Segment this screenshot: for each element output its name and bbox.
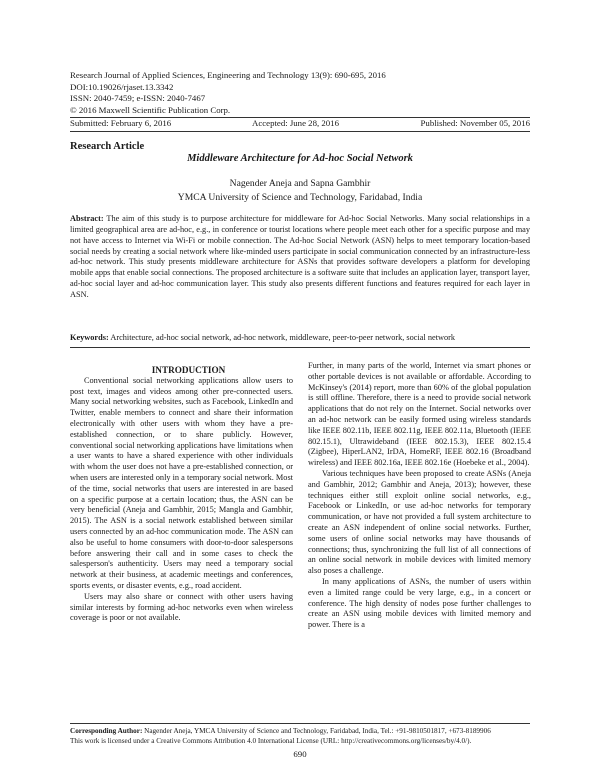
paragraph: Further, in many parts of the world, Internet via smart phones or other portable devices is not available or affordable. According to McKinsey's (2014) report, more than 60% of the global population is still offline. Therefore, there is a need to provide social network applications that do not rely on the Internet. Social networks over an ad-hoc network can be easily formed using wireless standards like IEEE 802.11b, IEEE 802.11g, IEEE 802.11a, Bluetooth (IEEE 802.15.1), Ultrawideband (IEEE 802.15.3), IEEE 802.15.4 (Zigbee), HiperLAN2, IrDA, HomeRF, IEEE 802.16 (Broadband wireless) and IEEE 802.16a, IEEE 802.16e (Hoebeke et al., 2004). [308,361,531,468]
abstract-text: The aim of this study is to purpose architecture for middleware for Ad-hoc Social Networks. Many social relationships in a limited geographical area are ad-hoc, e.g., in conference or tourist locations where people meet each other for a specific purpose and may not have access to Internet via Wi-Fi or mobile connection. The Ad-hoc Social Network (ASN) helps to meet temporary location-based social needs by creating a social network where like-minded users participate in social communication connected by an infrastructure-less ad-hoc network. This study presents middleware architecture for ASNs that provides software developers a platform for developing mobile apps that enable social connections. The proposed architecture is a software suite that includes an application layer, transport layer, ad-hoc social layer and ad-hoc communication layer. This study also presents different functions and features required for each layer in ASN. [70,214,530,299]
abstract [70,214,530,301]
issn: ISSN: 2040-7459; e-ISSN: 2040-7467 [70,93,206,104]
section-heading: INTRODUCTION [151,365,226,375]
keywords [70,333,530,342]
doi: DOI:10.19026/rjaset.13.3342 [70,81,174,92]
submitted-date: Submitted: February 6, 2016 [70,118,172,128]
article-type: Research Article [70,141,145,152]
journal-citation: Research Journal of Applied Sciences, Engineering and Technology 13(9): 690-695, 2016 [70,70,386,80]
dates-rule [70,131,530,132]
affiliation: YMCA University of Science and Technology, Faridabad, India [177,192,423,203]
keywords-rule [70,347,530,348]
journal-header [70,70,540,116]
keywords-text: Architecture, ad-hoc social network, ad-hoc network, middleware, peer-to-peer network, social network [110,333,456,342]
corresponding-author: Nagender Aneja, YMCA University of Science and Technology, Faridabad, India, Tel.: +91-9810501817, +673-8189906 [144,727,491,735]
body-left-column [70,365,293,624]
keywords-label: Keywords: [70,333,109,342]
paper-title: Middleware Architecture for Ad-hoc Social Network [187,153,413,164]
accepted-date: Accepted: June 28, 2016 [252,118,339,128]
license-text: This work is licensed under a Creative Commons Attribution 4.0 International License (URL: http://creativecommons.org/licenses/by/4.0/). [70,736,472,745]
abstract-label: Abstract: [70,214,104,223]
paragraph: Various techniques have been proposed to create ASNs (Aneja and Gambhir, 2012; Gambhir and Aneja, 2013); however, these techniques either still exploit online social networks, e.g., Facebook or LinkedIn, or use ad-hoc networks for temporary communication, or have not provided a full system architecture to create an ASN independent of online social networks. Further, some users of online social networks may have thousands of connections; thus, synchronizing the full list of all connections of an online social network in mobile devices with limited memory also poses a challenge. [308,468,531,576]
authors: Nagender Aneja and Sapna Gambhir [229,178,371,189]
page-number: 690 [293,749,307,759]
paragraph: In many applications of ASNs, the number of users within even a limited range could be very large, e.g., in a concert or conference. The high density of nodes pose further challenges to create an ASN using mobile devices with limited memory and power. There is a [308,576,531,630]
published-date: Published: November 05, 2016 [420,118,530,128]
corresponding-label: Corresponding Author: [70,727,143,735]
publication-dates [70,118,530,130]
body-right-column [308,361,531,631]
paragraph: Users may also share or connect with other users having similar interests by forming ad-hoc networks even when wireless coverage is poor or not available. [70,591,293,623]
footer [70,727,530,746]
footer-rule [70,723,530,724]
paragraph: Conventional social networking applications allow users to post text, images and videos among other pre-connected users. Many social networking websites, such as Facebook, LinkedIn and Twitter, enable members to connect and share their information electronically with other users with whom they have a pre-established connection, or to share publicly. However, conventional social networking applications have limitations when a user wants to have a shared experience with other individuals with whom the user does not have a pre-established connection, or when users are interested only in a temporary social network. Most of the time, social networks that users are interested in are based on a specific purpose at a certain location; thus, the ASN can be very beneficial (Aneja and Gambhir, 2015; Mangla and Gambhir, 2015). The ASN is a social network established between similar users connected by an ad-hoc communication mode. The ASN can also be useful to home consumers with door-to-door salespersons before answering their call and in some cases to check the salesperson's authenticity. Users may need a temporary social network at their business, at academic meetings and conferences, sports events, or disaster events, e.g., road accident. [70,375,293,590]
copyright: © 2016 Maxwell Scientific Publication Corp. [70,104,231,115]
